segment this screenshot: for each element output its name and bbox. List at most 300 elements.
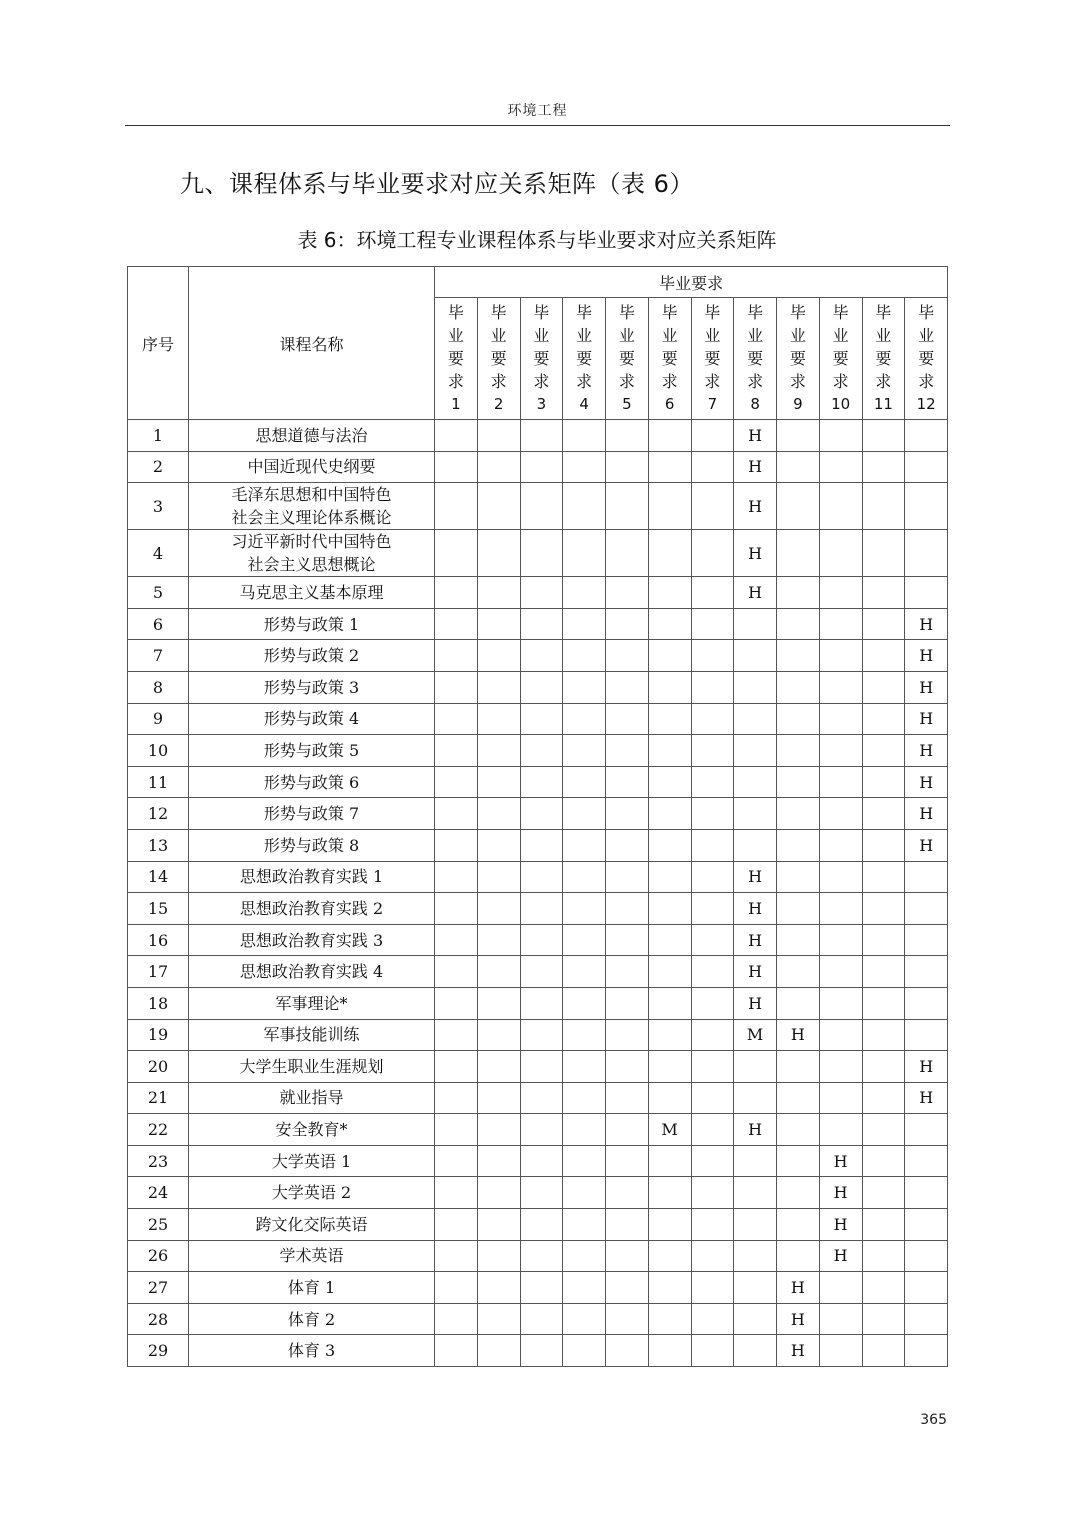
requirement-cell-3 bbox=[520, 829, 563, 861]
requirement-cell-8: H bbox=[734, 924, 777, 956]
requirement-cell-10 bbox=[819, 1303, 862, 1335]
course-name-line: 马克思主义基本原理 bbox=[239, 582, 384, 602]
requirement-cell-4 bbox=[563, 703, 606, 735]
row-course-name bbox=[189, 987, 435, 1019]
row-course-name bbox=[189, 766, 435, 798]
course-name-line: 体育 2 bbox=[287, 1309, 336, 1329]
header-requirement-number: 8 bbox=[750, 395, 760, 413]
requirement-cell-12: H bbox=[905, 766, 948, 798]
requirement-cell-1 bbox=[435, 640, 478, 672]
requirement-cell-7 bbox=[691, 1082, 734, 1114]
header-requirement-char: 要 bbox=[918, 349, 935, 368]
requirement-cell-6 bbox=[648, 798, 691, 830]
requirement-cell-3 bbox=[520, 420, 563, 452]
requirement-cell-3 bbox=[520, 1019, 563, 1051]
requirement-cell-9 bbox=[777, 829, 820, 861]
header-requirement-char: 要 bbox=[875, 349, 892, 368]
requirement-cell-10 bbox=[819, 420, 862, 452]
header-requirement-char: 求 bbox=[789, 372, 806, 391]
table-row bbox=[128, 671, 948, 703]
requirement-cell-6 bbox=[648, 829, 691, 861]
requirement-cell-8: M bbox=[734, 1019, 777, 1051]
requirement-cell-8 bbox=[734, 735, 777, 767]
requirement-cell-8 bbox=[734, 829, 777, 861]
requirement-cell-9 bbox=[777, 530, 820, 577]
requirement-cell-5 bbox=[606, 956, 649, 988]
requirement-cell-7 bbox=[691, 1272, 734, 1304]
requirement-cell-12 bbox=[905, 577, 948, 609]
requirement-cell-2 bbox=[477, 956, 520, 988]
course-name-line: 社会主义思想概论 bbox=[247, 555, 376, 575]
row-seq: 15 bbox=[128, 893, 189, 925]
requirement-cell-10 bbox=[819, 798, 862, 830]
requirement-cell-6 bbox=[648, 1019, 691, 1051]
table-row bbox=[128, 1272, 948, 1304]
requirement-cell-2 bbox=[477, 1145, 520, 1177]
course-name-line: 中国近现代史纲要 bbox=[247, 457, 376, 477]
requirement-cell-8: H bbox=[734, 956, 777, 988]
requirement-cell-9 bbox=[777, 577, 820, 609]
requirement-cell-6 bbox=[648, 893, 691, 925]
requirement-cell-6 bbox=[648, 671, 691, 703]
requirement-cell-3 bbox=[520, 861, 563, 893]
requirement-cell-3 bbox=[520, 987, 563, 1019]
row-course-name bbox=[189, 956, 435, 988]
requirement-cell-6 bbox=[648, 420, 691, 452]
requirement-cell-10 bbox=[819, 483, 862, 530]
row-course-name bbox=[189, 1177, 435, 1209]
requirement-cell-1 bbox=[435, 1240, 478, 1272]
requirement-cell-1 bbox=[435, 735, 478, 767]
table-row bbox=[128, 1019, 948, 1051]
requirement-cell-10: H bbox=[819, 1145, 862, 1177]
header-requirement-char: 要 bbox=[447, 349, 464, 368]
requirement-cell-4 bbox=[563, 1335, 606, 1367]
requirement-cell-2 bbox=[477, 1082, 520, 1114]
header-requirement-char: 业 bbox=[789, 326, 806, 345]
requirement-cell-11 bbox=[862, 956, 905, 988]
requirement-cell-3 bbox=[520, 640, 563, 672]
requirement-cell-12: H bbox=[905, 703, 948, 735]
requirement-cell-4 bbox=[563, 577, 606, 609]
requirement-cell-2 bbox=[477, 1240, 520, 1272]
requirement-cell-1 bbox=[435, 1051, 478, 1083]
header-requirement-9 bbox=[777, 298, 820, 420]
row-seq: 9 bbox=[128, 703, 189, 735]
requirement-cell-12 bbox=[905, 1272, 948, 1304]
section-title: 九、课程体系与毕业要求对应关系矩阵（表 6） bbox=[180, 170, 694, 198]
requirement-cell-9 bbox=[777, 1145, 820, 1177]
requirement-cell-9 bbox=[777, 1082, 820, 1114]
requirement-cell-4 bbox=[563, 1240, 606, 1272]
requirement-cell-12 bbox=[905, 483, 948, 530]
row-seq: 3 bbox=[128, 483, 189, 530]
requirement-cell-9 bbox=[777, 483, 820, 530]
requirement-cell-10 bbox=[819, 924, 862, 956]
requirement-cell-1 bbox=[435, 1114, 478, 1146]
requirement-cell-3 bbox=[520, 798, 563, 830]
row-course-name bbox=[189, 640, 435, 672]
requirement-cell-11 bbox=[862, 483, 905, 530]
requirement-cell-11 bbox=[862, 640, 905, 672]
requirement-cell-6 bbox=[648, 735, 691, 767]
requirement-cell-8: H bbox=[734, 1114, 777, 1146]
requirement-cell-9 bbox=[777, 924, 820, 956]
requirement-cell-6 bbox=[648, 451, 691, 483]
course-name-line: 大学英语 1 bbox=[271, 1151, 352, 1171]
row-seq: 5 bbox=[128, 577, 189, 609]
requirement-cell-7 bbox=[691, 1051, 734, 1083]
requirement-cell-12 bbox=[905, 924, 948, 956]
requirement-cell-9 bbox=[777, 671, 820, 703]
row-seq: 18 bbox=[128, 987, 189, 1019]
row-seq: 6 bbox=[128, 608, 189, 640]
requirement-cell-4 bbox=[563, 608, 606, 640]
requirement-cell-4 bbox=[563, 893, 606, 925]
requirement-cell-7 bbox=[691, 893, 734, 925]
requirement-cell-8 bbox=[734, 1177, 777, 1209]
requirement-cell-7 bbox=[691, 987, 734, 1019]
table-row bbox=[128, 861, 948, 893]
requirement-cell-5 bbox=[606, 1177, 649, 1209]
row-course-name bbox=[189, 1051, 435, 1083]
requirement-cell-5 bbox=[606, 1335, 649, 1367]
course-name-line: 体育 3 bbox=[287, 1341, 336, 1361]
requirement-cell-6: M bbox=[648, 1114, 691, 1146]
header-requirement-number: 9 bbox=[793, 395, 803, 413]
course-name-line: 形势与政策 5 bbox=[263, 740, 360, 760]
header-requirement-char: 要 bbox=[533, 349, 550, 368]
row-seq: 23 bbox=[128, 1145, 189, 1177]
requirement-cell-10 bbox=[819, 1335, 862, 1367]
requirement-cell-3 bbox=[520, 577, 563, 609]
requirement-cell-2 bbox=[477, 1303, 520, 1335]
row-seq: 7 bbox=[128, 640, 189, 672]
requirement-cell-2 bbox=[477, 1272, 520, 1304]
requirement-cell-12 bbox=[905, 420, 948, 452]
requirement-cell-1 bbox=[435, 1177, 478, 1209]
requirement-cell-1 bbox=[435, 608, 478, 640]
row-seq: 16 bbox=[128, 924, 189, 956]
requirement-cell-10 bbox=[819, 1114, 862, 1146]
row-course-name bbox=[189, 483, 435, 530]
table-row bbox=[128, 956, 948, 988]
requirement-cell-10 bbox=[819, 530, 862, 577]
row-seq: 19 bbox=[128, 1019, 189, 1051]
header-requirement-number: 3 bbox=[536, 395, 547, 413]
requirement-cell-2 bbox=[477, 451, 520, 483]
requirement-cell-5 bbox=[606, 1082, 649, 1114]
row-seq: 27 bbox=[128, 1272, 189, 1304]
requirement-cell-3 bbox=[520, 530, 563, 577]
requirement-cell-7 bbox=[691, 1177, 734, 1209]
requirement-cell-10 bbox=[819, 1272, 862, 1304]
requirement-cell-7 bbox=[691, 530, 734, 577]
row-course-name bbox=[189, 1019, 435, 1051]
requirement-cell-2 bbox=[477, 483, 520, 530]
requirement-cell-11 bbox=[862, 1019, 905, 1051]
requirement-cell-8 bbox=[734, 1335, 777, 1367]
requirement-cell-8 bbox=[734, 1145, 777, 1177]
header-requirement-char: 毕 bbox=[747, 303, 764, 322]
course-name-line: 军事理论* bbox=[275, 993, 348, 1013]
requirement-cell-5 bbox=[606, 577, 649, 609]
requirement-cell-5 bbox=[606, 1209, 649, 1241]
requirement-cell-1 bbox=[435, 1272, 478, 1304]
requirement-cell-3 bbox=[520, 703, 563, 735]
requirement-cell-11 bbox=[862, 671, 905, 703]
requirement-cell-8 bbox=[734, 1272, 777, 1304]
requirement-cell-10 bbox=[819, 1082, 862, 1114]
requirement-cell-11 bbox=[862, 703, 905, 735]
row-course-name bbox=[189, 671, 435, 703]
course-name-line: 大学英语 2 bbox=[271, 1183, 352, 1203]
requirement-cell-4 bbox=[563, 483, 606, 530]
requirement-cell-12: H bbox=[905, 798, 948, 830]
requirement-cell-12 bbox=[905, 893, 948, 925]
requirement-cell-1 bbox=[435, 829, 478, 861]
header-requirement-1 bbox=[435, 298, 478, 420]
requirement-cell-11 bbox=[862, 766, 905, 798]
requirement-cell-3 bbox=[520, 451, 563, 483]
requirement-cell-9 bbox=[777, 1209, 820, 1241]
requirement-cell-5 bbox=[606, 483, 649, 530]
table-row bbox=[128, 530, 948, 577]
header-requirement-char: 要 bbox=[618, 349, 635, 368]
row-course-name bbox=[189, 703, 435, 735]
requirement-cell-6 bbox=[648, 530, 691, 577]
row-course-name bbox=[189, 1303, 435, 1335]
requirement-cell-4 bbox=[563, 1303, 606, 1335]
requirement-cell-7 bbox=[691, 1019, 734, 1051]
requirement-cell-3 bbox=[520, 483, 563, 530]
requirement-cell-5 bbox=[606, 1145, 649, 1177]
requirement-cell-5 bbox=[606, 735, 649, 767]
header-requirement-7 bbox=[691, 298, 734, 420]
requirement-cell-11 bbox=[862, 577, 905, 609]
requirement-cell-3 bbox=[520, 608, 563, 640]
requirement-cell-10 bbox=[819, 766, 862, 798]
header-requirement-char: 求 bbox=[661, 372, 678, 391]
requirement-cell-2 bbox=[477, 829, 520, 861]
requirement-cell-6 bbox=[648, 1145, 691, 1177]
requirement-cell-9 bbox=[777, 956, 820, 988]
header-requirement-8 bbox=[734, 298, 777, 420]
requirement-cell-10 bbox=[819, 577, 862, 609]
requirement-cell-9 bbox=[777, 1114, 820, 1146]
requirement-cell-9 bbox=[777, 1177, 820, 1209]
requirement-cell-1 bbox=[435, 766, 478, 798]
course-name-line: 形势与政策 3 bbox=[263, 677, 360, 697]
requirement-cell-12 bbox=[905, 1303, 948, 1335]
course-name-line: 思想道德与法治 bbox=[255, 425, 368, 445]
requirement-cell-1 bbox=[435, 956, 478, 988]
requirement-cell-7 bbox=[691, 735, 734, 767]
table-row bbox=[128, 1335, 948, 1367]
header-requirement-11 bbox=[862, 298, 905, 420]
requirement-cell-11 bbox=[862, 1051, 905, 1083]
header-requirement-4 bbox=[563, 298, 606, 420]
requirement-cell-2 bbox=[477, 1177, 520, 1209]
requirement-cell-5 bbox=[606, 766, 649, 798]
requirement-cell-8: H bbox=[734, 987, 777, 1019]
requirement-cell-8: H bbox=[734, 530, 777, 577]
requirement-cell-1 bbox=[435, 1335, 478, 1367]
header-requirement-char: 求 bbox=[875, 372, 892, 391]
requirement-cell-2 bbox=[477, 1051, 520, 1083]
requirement-cell-7 bbox=[691, 1145, 734, 1177]
requirement-cell-2 bbox=[477, 1209, 520, 1241]
course-name-line: 习近平新时代中国特色 bbox=[231, 532, 392, 552]
requirement-cell-3 bbox=[520, 671, 563, 703]
table-row bbox=[128, 608, 948, 640]
requirement-cell-8 bbox=[734, 671, 777, 703]
row-seq: 20 bbox=[128, 1051, 189, 1083]
course-name-line: 形势与政策 1 bbox=[263, 614, 360, 634]
requirement-cell-4 bbox=[563, 861, 606, 893]
course-name-line: 思想政治教育实践 2 bbox=[239, 898, 384, 918]
requirement-cell-4 bbox=[563, 924, 606, 956]
table-row bbox=[128, 987, 948, 1019]
requirement-cell-9 bbox=[777, 987, 820, 1019]
requirement-cell-6 bbox=[648, 1177, 691, 1209]
requirement-cell-8: H bbox=[734, 893, 777, 925]
requirement-cell-2 bbox=[477, 987, 520, 1019]
requirement-cell-5 bbox=[606, 987, 649, 1019]
row-course-name bbox=[189, 861, 435, 893]
requirement-cell-12 bbox=[905, 530, 948, 577]
header-requirement-10 bbox=[819, 298, 862, 420]
header-requirement-number: 10 bbox=[831, 395, 851, 413]
header-requirement-char: 要 bbox=[789, 349, 806, 368]
header-requirement-char: 业 bbox=[918, 326, 935, 345]
requirement-cell-10 bbox=[819, 608, 862, 640]
requirement-cell-2 bbox=[477, 735, 520, 767]
header-rule bbox=[125, 125, 950, 126]
header-requirement-char: 求 bbox=[832, 372, 849, 391]
requirement-cell-6 bbox=[648, 577, 691, 609]
requirement-cell-11 bbox=[862, 1209, 905, 1241]
requirement-cell-3 bbox=[520, 1272, 563, 1304]
header-requirement-char: 求 bbox=[747, 372, 764, 391]
requirement-cell-4 bbox=[563, 1145, 606, 1177]
requirement-cell-6 bbox=[648, 924, 691, 956]
requirement-cell-11 bbox=[862, 1272, 905, 1304]
requirement-cell-10: H bbox=[819, 1177, 862, 1209]
header-requirement-char: 毕 bbox=[447, 303, 464, 322]
requirement-cell-8 bbox=[734, 640, 777, 672]
course-name-line: 形势与政策 8 bbox=[263, 835, 360, 855]
requirement-cell-6 bbox=[648, 640, 691, 672]
requirement-cell-5 bbox=[606, 530, 649, 577]
table-row bbox=[128, 1051, 948, 1083]
requirement-cell-1 bbox=[435, 1019, 478, 1051]
row-course-name bbox=[189, 420, 435, 452]
requirement-cell-12 bbox=[905, 1240, 948, 1272]
requirement-cell-7 bbox=[691, 829, 734, 861]
requirement-cell-12 bbox=[905, 987, 948, 1019]
header-requirement-char: 要 bbox=[490, 349, 507, 368]
header-requirement-char: 业 bbox=[832, 326, 849, 345]
requirement-cell-12: H bbox=[905, 735, 948, 767]
requirement-cell-2 bbox=[477, 1335, 520, 1367]
requirement-cell-11 bbox=[862, 987, 905, 1019]
requirement-cell-11 bbox=[862, 451, 905, 483]
table-row bbox=[128, 735, 948, 767]
requirement-cell-6 bbox=[648, 1082, 691, 1114]
course-name-line: 形势与政策 2 bbox=[263, 646, 360, 666]
table-caption: 表 6：环境工程专业课程体系与毕业要求对应关系矩阵 bbox=[297, 228, 777, 252]
row-seq: 10 bbox=[128, 735, 189, 767]
requirement-cell-1 bbox=[435, 1209, 478, 1241]
requirement-cell-11 bbox=[862, 1082, 905, 1114]
requirement-cell-7 bbox=[691, 703, 734, 735]
requirement-cell-8 bbox=[734, 1240, 777, 1272]
requirement-cell-4 bbox=[563, 420, 606, 452]
requirement-cell-9 bbox=[777, 451, 820, 483]
course-name-line: 思想政治教育实践 1 bbox=[239, 867, 384, 887]
row-seq: 1 bbox=[128, 420, 189, 452]
table-row bbox=[128, 1240, 948, 1272]
requirement-cell-2 bbox=[477, 608, 520, 640]
header-requirement-char: 业 bbox=[490, 326, 507, 345]
requirement-cell-5 bbox=[606, 608, 649, 640]
table-row bbox=[128, 1082, 948, 1114]
header-requirement-number: 4 bbox=[579, 395, 589, 413]
requirement-cell-2 bbox=[477, 766, 520, 798]
requirement-cell-9 bbox=[777, 735, 820, 767]
requirement-cell-12: H bbox=[905, 1082, 948, 1114]
requirement-cell-4 bbox=[563, 1272, 606, 1304]
requirement-cell-11 bbox=[862, 1303, 905, 1335]
requirement-cell-6 bbox=[648, 608, 691, 640]
requirement-cell-12 bbox=[905, 451, 948, 483]
header-requirement-char: 毕 bbox=[576, 303, 593, 322]
course-name-line: 思想政治教育实践 4 bbox=[239, 962, 384, 982]
table-row bbox=[128, 420, 948, 452]
header-requirement-char: 毕 bbox=[618, 303, 635, 322]
requirement-cell-12 bbox=[905, 1145, 948, 1177]
requirement-cell-2 bbox=[477, 798, 520, 830]
requirement-cell-9: H bbox=[777, 1303, 820, 1335]
requirement-cell-4 bbox=[563, 451, 606, 483]
row-seq: 26 bbox=[128, 1240, 189, 1272]
requirement-cell-9 bbox=[777, 420, 820, 452]
requirement-cell-9 bbox=[777, 640, 820, 672]
requirement-cell-5 bbox=[606, 893, 649, 925]
requirement-cell-11 bbox=[862, 530, 905, 577]
requirement-cell-7 bbox=[691, 1335, 734, 1367]
requirement-cell-8 bbox=[734, 766, 777, 798]
header-requirement-char: 业 bbox=[704, 326, 721, 345]
requirement-cell-6 bbox=[648, 1209, 691, 1241]
requirement-cell-1 bbox=[435, 671, 478, 703]
requirement-cell-10: H bbox=[819, 1240, 862, 1272]
requirement-cell-5 bbox=[606, 451, 649, 483]
requirement-cell-2 bbox=[477, 1019, 520, 1051]
row-course-name bbox=[189, 798, 435, 830]
requirement-cell-7 bbox=[691, 924, 734, 956]
requirement-cell-11 bbox=[862, 861, 905, 893]
row-course-name bbox=[189, 829, 435, 861]
requirement-cell-5 bbox=[606, 640, 649, 672]
requirement-cell-5 bbox=[606, 798, 649, 830]
requirement-cell-11 bbox=[862, 798, 905, 830]
running-header: 环境工程 bbox=[507, 103, 568, 119]
header-requirement-char: 求 bbox=[918, 372, 935, 391]
row-course-name bbox=[189, 1240, 435, 1272]
requirement-cell-10 bbox=[819, 987, 862, 1019]
